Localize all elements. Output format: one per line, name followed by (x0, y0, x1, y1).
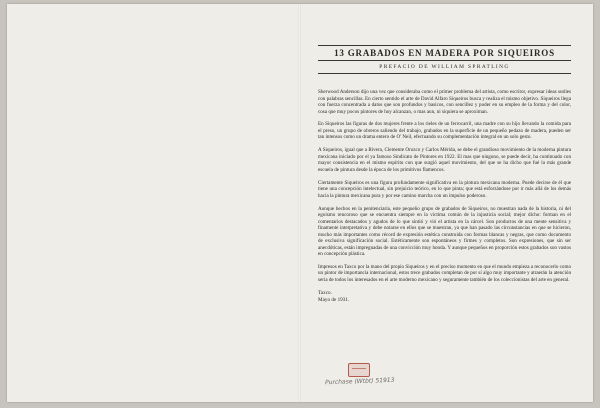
preface-body (318, 89, 571, 283)
signature-block (318, 290, 571, 304)
paragraph: Impresos en Taxco por la mano del propio Siqueiros y en el preciso momento en que el mundo empieza a reconocerlo como un pintor de importancia internacional, estos trece grabados completan de por sí algo muy importante y atraerán la atención seria de todos los interesados en el arte moderno mexicano y seguramente también de los coleccionistas del arte en general. (318, 263, 571, 283)
pencil-annotation: Purchase (Wtbt) 51913 (324, 376, 395, 387)
document-sheet (7, 4, 593, 402)
collection-stamp (348, 363, 370, 377)
signature-date: Mayo de 1931. (318, 296, 350, 303)
preface-column (318, 45, 571, 303)
document-subtitle: PREFACIO DE WILLIAM SPRATLING (379, 64, 510, 70)
paragraph: Ciertamente Siqueiros es una figura profundamente significativa en la pintura mexicana moderna. Puede decirse de él que tiene una concepción intelectual, sin prejuicio teórico, en lo que pinta; que está esforzándose por ir más allá de los demás hacia la pintura mexicana pura y por ese camino marcha con un impulso poderoso. (318, 179, 571, 199)
bottom-rule (318, 73, 571, 74)
paragraph: Aunque hechos en la penitenciaría, este pequeño grupo de grabados de Siqueiros, no muestran nada de la historia, ni del egoísmo rencoroso que se encuentra siempre en la víctima común de la injusticia social; mejor dicho: forman en el comentarios destacados y agudos de lo que sintió y vió el artista en la cárcel. Son productos de una mente sensitiva y finamente interpretativa y debe notarse en ellos que se muestran, ya que han pasado las circunstancias en que se hicieron, mucho más importantes como récord de expresión estética construida con formas blancas y negras, que como documento de exclusiva significación social. Estéticamente son espontáneos y firmes y completos. Son expresiones, que sin ser anecdóticas, están impregnadas de una convicción muy honda. Y aunque pequeños en proporción estos grabados son vastos en concepción plástica. (318, 205, 571, 258)
paragraph: En Siqueiros las figuras de dos mujeres frente a los rieles de un ferrocarril, una madre con su hijo llevando la comida para el preso, un grupo de obreros saliendo del trabajo, grabados en la superficie de un pequeño pedazo de madera, pueden ser tan intensos como un drama entero de O' Neil, efectuando su complementación integral en un solo gesto. (318, 121, 571, 141)
paragraph: Sherwood Anderson dijo una vez que consideraba como el primer problema del artista, como escritor, expresar ideas sutiles con palabras sencillas. En cierto sentido el arte de David Alfaro Siqueiros busca y realiza el mismo objetivo. Siqueiros llega con fuerza concentrada a datos que son profundos y basicos, con sencillez y poder en su empleo de la forma y del color, cosa que muy pocos pintores de hoy alcanzan, o mas aun, ni siquiera se aproximan. (318, 89, 571, 115)
signature-place: Taxco. (318, 289, 332, 296)
paragraph: A Siqueiros, igual que a Rivera, Clemente Orozco y Carlos Mérida, se debe el grandioso movimiento de la moderna pintura mexicana iniciado por el ya famoso Sindicato de Pintores en 1922. El mas que ninguno, se puede decir, ha continuado con mayor consistencia en el mismo espíritu con que surgió aquel movimiento, del que se ha dicho que fué la más grande escuela de pintura desde la época de los primitivos flamencos. (318, 147, 571, 173)
page-fold (298, 4, 301, 402)
document-title: 13 GRABADOS EN MADERA POR SIQUEIROS (334, 48, 555, 58)
